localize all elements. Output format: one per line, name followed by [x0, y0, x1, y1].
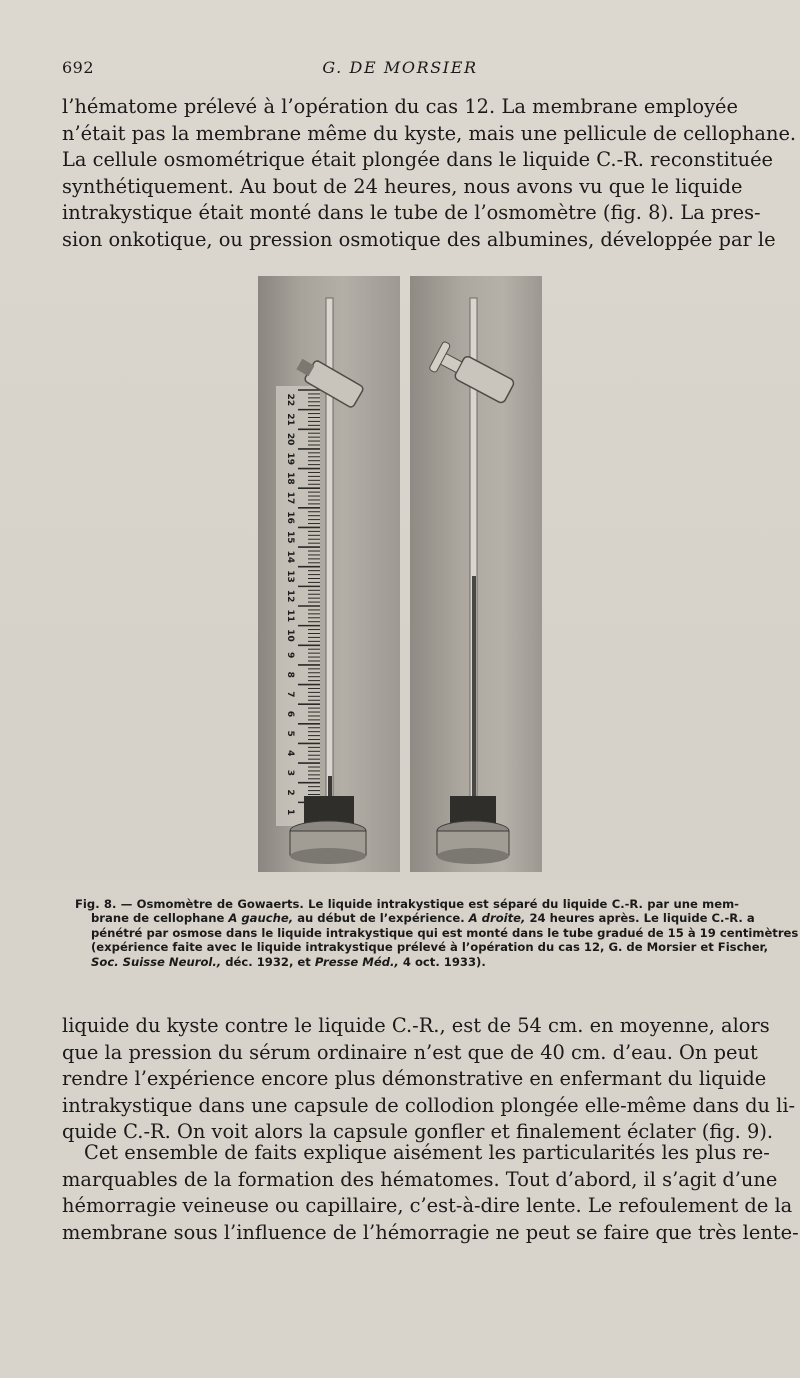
ruler-number: 14	[285, 550, 295, 564]
caption-text: brane de cellophane	[91, 911, 229, 926]
caption-text: déc. 1932, et	[221, 954, 315, 969]
running-head	[62, 58, 738, 82]
text-line: intrakystique était monté dans le tube de l’osmomètre (fig. 8). La pres-	[62, 201, 761, 224]
caption-text: au début de l’expérience.	[293, 911, 469, 926]
paragraph-bottom	[62, 1140, 799, 1246]
paragraph-top	[62, 94, 797, 253]
text-line: liquide du kyste contre le liquide C.-R., est de 54 cm. en moyenne, alors	[62, 1014, 770, 1037]
caption-text: A gauche,	[228, 911, 294, 926]
text-line: membrane sous l’influence de l’hémorragie ne peut se faire que très lente-	[62, 1220, 799, 1244]
ruler-number: 21	[285, 413, 295, 426]
caption-line	[75, 911, 755, 926]
text-line: marquables de la formation des hématomes. Tout d’abord, il s’agit d’une	[62, 1167, 778, 1191]
text-line: l’hématome prélevé à l’opération du cas 12. La membrane employée	[62, 95, 738, 118]
figure-caption	[75, 897, 799, 969]
caption-text: A droite,	[468, 911, 526, 926]
text-line: sion onkotique, ou pression osmotique des albumines, développée par le	[62, 227, 776, 251]
ruler-number: 11	[285, 609, 295, 623]
osmometer-right-photo	[410, 276, 542, 872]
caption-line: pénétré par osmose dans le liquide intrakystique qui est monté dans le tube gradué de 15 à 19 centimètres	[91, 925, 799, 940]
ruler-number: 13	[285, 570, 295, 583]
caption-text: Soc. Suisse Neurol.,	[91, 954, 222, 969]
ruler-number: 15	[285, 531, 295, 544]
text-line: hémorragie veineuse ou capillaire, c’est-à-dire lente. Le refoulement de la	[62, 1194, 793, 1217]
caption-text: 4 oct. 1933).	[398, 954, 486, 969]
text-line: rendre l’expérience encore plus démonstrative en enfermant du liquide	[62, 1067, 767, 1090]
ruler-number: 10	[285, 629, 295, 642]
caption-line: (expérience faite avec le liquide intrakystique prélevé à l’opération du cas 12, G. de Morsier et Fischer,	[91, 940, 768, 955]
caption-text: Presse Méd.,	[314, 954, 399, 969]
text-line: intrakystique dans une capsule de collodion plongée elle-même dans du li-	[62, 1093, 796, 1117]
ruler-number: 9	[285, 651, 295, 659]
figure-label: Fig. 8.	[75, 897, 117, 911]
ruler-number: 7	[285, 691, 295, 698]
ruler-number: 6	[285, 710, 295, 718]
ruler-number: 12	[285, 589, 295, 603]
osmometer-right-drawing	[410, 276, 542, 872]
caption-line	[75, 955, 739, 969]
ruler-number: 16	[285, 511, 295, 524]
ruler-number: 4	[285, 750, 295, 757]
text-line: n’était pas la membrane même du kyste, mais une pellicule de cellophane.	[62, 121, 797, 145]
ruler-number: 20	[285, 432, 295, 446]
osmometer-left-drawing	[258, 276, 400, 872]
caption-line	[75, 897, 739, 911]
ruler-number: 22	[285, 393, 295, 407]
text-line: Cet ensemble de faits explique aisément les particularités les plus re-	[84, 1141, 770, 1164]
ruler-number: 18	[285, 472, 295, 485]
text-line: synthétiquement. Au bout de 24 heures, nous avons vu que le liquide	[62, 174, 743, 198]
text-line: que la pression du sérum ordinaire n’est que de 40 cm. d’eau. On peut	[62, 1040, 758, 1064]
ruler-number: 17	[285, 491, 295, 505]
ruler-number: 5	[285, 730, 295, 737]
running-title: G. DE MORSIER	[322, 58, 478, 77]
ruler-number: 1	[285, 809, 295, 816]
paragraph-middle	[62, 1013, 796, 1146]
text-line: quide C.-R. On voit alors la capsule gonfler et finalement éclater (fig. 9).	[62, 1120, 774, 1143]
page-number: 692	[62, 58, 95, 77]
text-line: La cellule osmométrique était plongée dans le liquide C.-R. reconstituée	[62, 148, 774, 171]
osmometer-left-photo	[258, 276, 400, 872]
ruler-number: 19	[285, 452, 295, 465]
caption-text: 24 heures après. Le liquide C.-R. a	[525, 911, 755, 926]
ruler-number: 8	[285, 671, 295, 678]
figure-8-photograph	[258, 276, 542, 872]
caption-text: — Osmomètre de Gowaerts. Le liquide intrakystique est séparé du liquide C.-R. par une mem-	[120, 897, 739, 911]
ruler-number: 3	[285, 769, 295, 777]
ruler-number: 2	[285, 789, 295, 796]
